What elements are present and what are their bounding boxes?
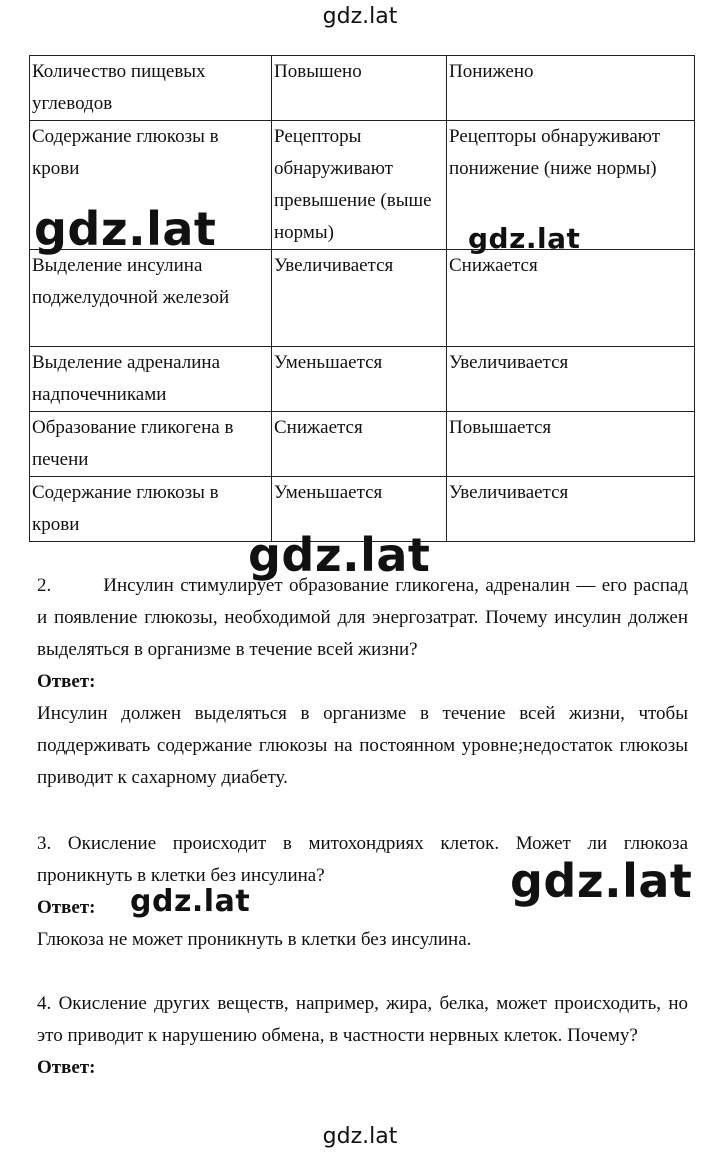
table-cell: Увеличивается xyxy=(447,347,695,412)
table-cell: Снижается xyxy=(272,412,447,477)
question-3-text: 3. Окисление происходит в митохондриях клеток. Может ли глюкоза проникнуть в клетки без инсулина? xyxy=(37,833,688,886)
table-cell: Содержание глюкозы в крови xyxy=(30,121,272,250)
watermark: gdz.lat xyxy=(468,222,581,255)
watermark: gdz.lat xyxy=(248,528,431,582)
site-footer: gdz.lat xyxy=(322,1124,398,1149)
question-2-number: 2. xyxy=(37,575,52,596)
table-cell: Рецепторы обнаруживают превышение (выше нормы) xyxy=(272,121,447,250)
watermark: gdz.lat xyxy=(34,202,217,256)
table-cell: Уменьшается xyxy=(272,347,447,412)
question-2-text xyxy=(37,570,688,666)
table-cell: Повышено xyxy=(272,56,447,121)
watermark: gdz.lat xyxy=(510,854,693,908)
question-2-block xyxy=(37,570,688,794)
answer-3-label: Ответ: xyxy=(37,897,96,918)
table-cell: Увеличивается xyxy=(447,477,695,542)
table-cell: Количество пищевых углеводов xyxy=(30,56,272,121)
answer-4-label: Ответ: xyxy=(37,1057,96,1078)
comparison-table xyxy=(29,55,695,542)
table-cell: Увеличивается xyxy=(272,250,447,347)
table-row xyxy=(30,56,695,121)
site-header: gdz.lat xyxy=(322,4,398,29)
table-cell: Выделение адреналина надпочечниками xyxy=(30,347,272,412)
answer-3-text: Глюкоза не может проникнуть в клетки без инсулина. xyxy=(37,929,472,950)
table-cell: Уменьшается xyxy=(272,477,447,542)
table-cell: Снижается xyxy=(447,250,695,347)
answer-2-text: Инсулин должен выделяться в организме в течение всей жизни, чтобы поддерживать содержание глюкозы на постоянном уровне;недостаток глюкозы приводит к сахарному диабету. xyxy=(37,703,688,788)
table-row xyxy=(30,250,695,347)
table-row xyxy=(30,412,695,477)
table-cell: Понижено xyxy=(447,56,695,121)
table-row xyxy=(30,347,695,412)
question-4-block xyxy=(37,988,688,1084)
question-4-text: 4. Окисление других веществ, например, жира, белка, может происходить, но это приводит к нарушению обмена, в частности нервных клеток. Почему? xyxy=(37,993,688,1046)
table-cell: Выделение инсулина поджелудочной железой xyxy=(30,250,272,347)
table-cell: Содержание глюкозы в крови xyxy=(30,477,272,542)
table-cell: Образование гликогена в печени xyxy=(30,412,272,477)
watermark: gdz.lat xyxy=(130,884,251,919)
answer-2-label: Ответ: xyxy=(37,671,96,692)
question-2-body: Инсулин стимулирует образование гликогена, адреналин — его распад и появление глюкозы, необходимой для энергозатрат. Почему инсулин должен выделяться в организме в течение всей жизни? xyxy=(37,575,688,660)
table-cell: Рецепторы обнаруживают понижение (ниже нормы) xyxy=(447,121,695,250)
table-cell: Повышается xyxy=(447,412,695,477)
